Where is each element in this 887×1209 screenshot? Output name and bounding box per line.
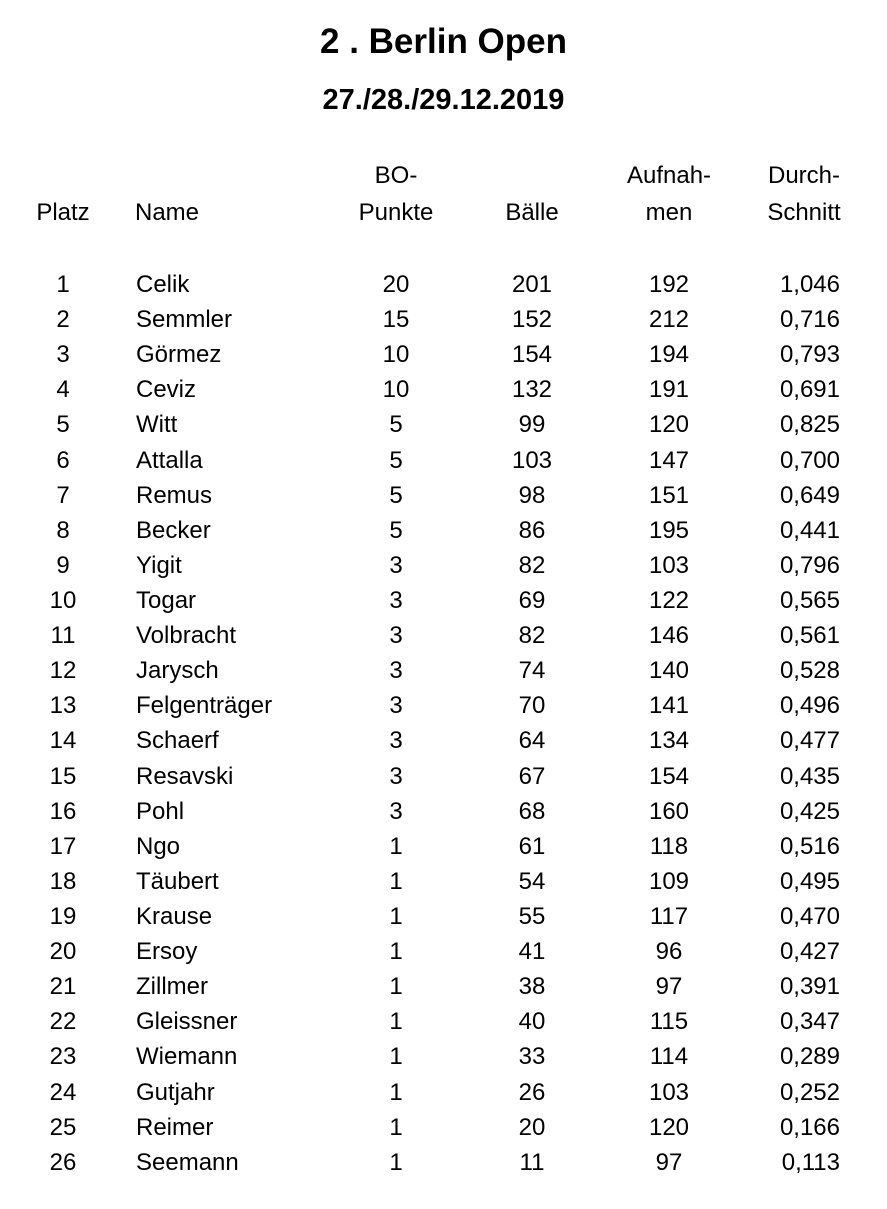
average-cell: 0,391 (779, 973, 840, 1001)
page-title: 2 . Berlin Open (320, 22, 567, 61)
table-row (0, 513, 887, 548)
player-name-cell: Semmler (136, 306, 233, 334)
player-name-cell: Reimer (136, 1113, 214, 1141)
innings-cell: 109 (648, 867, 690, 895)
average-cell: 0,565 (779, 586, 840, 614)
table-row (0, 443, 887, 478)
balls-cell: 20 (518, 1113, 546, 1141)
innings-cell: 122 (648, 586, 690, 614)
table-row (0, 864, 887, 899)
column-header-line: Aufnah- (626, 162, 712, 189)
rank-cell: 9 (56, 551, 70, 579)
innings-cell: 194 (648, 341, 690, 369)
player-name-cell: Yigit (136, 551, 182, 579)
table-row (0, 618, 887, 653)
table-row (0, 583, 887, 618)
rank-cell: 7 (56, 481, 70, 509)
rank-cell: 23 (49, 1043, 77, 1071)
innings-cell: 115 (649, 1008, 689, 1036)
player-name-cell: Pohl (136, 797, 185, 825)
balls-cell: 41 (518, 938, 546, 966)
average-cell: 0,825 (779, 411, 840, 439)
rank-cell: 2 (56, 306, 70, 334)
average-cell: 0,516 (779, 832, 840, 860)
bo-points-cell: 1 (389, 1043, 403, 1071)
bo-points-cell: 3 (389, 727, 403, 755)
rank-cell: 22 (49, 1008, 77, 1036)
innings-cell: 151 (648, 481, 690, 509)
player-name-cell: Volbracht (136, 622, 237, 650)
innings-cell: 192 (648, 271, 690, 298)
column-header-line: Durch- (767, 162, 840, 189)
table-row (0, 934, 887, 969)
rank-cell: 13 (49, 692, 77, 720)
table-row (0, 794, 887, 829)
bo-points-cell: 1 (389, 1078, 403, 1106)
average-cell: 0,561 (779, 622, 840, 650)
balls-cell: 11 (519, 1148, 545, 1176)
innings-cell: 117 (649, 902, 689, 930)
balls-cell: 64 (518, 727, 546, 755)
average-cell: 0,477 (779, 727, 840, 755)
balls-cell: 26 (518, 1078, 546, 1106)
bo-points-cell: 3 (389, 551, 403, 579)
player-name-cell: Täubert (136, 867, 219, 895)
bo-points-cell: 1 (389, 902, 403, 930)
balls-cell: 86 (518, 516, 546, 544)
average-cell: 0,441 (779, 516, 840, 544)
player-name-cell: Zillmer (136, 973, 208, 1001)
column-header-line: men (645, 199, 693, 226)
rank-cell: 15 (49, 762, 77, 790)
bo-points-cell: 1 (389, 938, 403, 966)
innings-cell: 97 (655, 973, 683, 1001)
player-name-cell: Gleissner (136, 1008, 238, 1036)
table-row (0, 478, 887, 513)
average-cell: 0,528 (779, 657, 840, 685)
table-row (0, 688, 887, 723)
bo-points-cell: 20 (382, 271, 410, 298)
balls-cell: 70 (518, 692, 546, 720)
player-name-cell: Jarysch (136, 657, 219, 685)
average-cell: 0,691 (779, 376, 840, 404)
player-name-cell: Resavski (136, 762, 234, 790)
player-name-cell: Witt (136, 411, 178, 439)
rank-cell: 18 (49, 867, 77, 895)
bo-points-cell: 1 (389, 973, 403, 1001)
table-row (0, 969, 887, 1004)
innings-cell: 103 (648, 1078, 690, 1106)
player-name-cell: Gutjahr (136, 1078, 215, 1106)
column-header-aufnahmen (604, 157, 734, 231)
balls-cell: 98 (518, 481, 546, 509)
innings-cell: 134 (648, 727, 690, 755)
balls-cell: 40 (518, 1008, 546, 1036)
balls-cell: 33 (518, 1043, 546, 1071)
table-row (0, 548, 887, 583)
table-row (0, 267, 887, 302)
average-cell: 0,793 (779, 341, 840, 369)
innings-cell: 120 (648, 411, 690, 439)
balls-cell: 55 (518, 902, 546, 930)
rank-cell: 3 (56, 341, 70, 369)
average-cell: 0,427 (779, 938, 840, 966)
innings-cell: 212 (648, 306, 690, 334)
innings-cell: 160 (648, 797, 690, 825)
balls-cell: 99 (518, 411, 546, 439)
table-row (0, 899, 887, 934)
player-name-cell: Ceviz (136, 376, 197, 404)
rank-cell: 11 (50, 622, 76, 650)
bo-points-cell: 1 (389, 1148, 403, 1176)
table-row (0, 407, 887, 442)
innings-cell: 140 (648, 657, 690, 685)
average-cell: 0,649 (779, 481, 840, 509)
table-row (0, 653, 887, 688)
bo-points-cell: 1 (389, 867, 403, 895)
rank-cell: 21 (49, 973, 77, 1001)
rank-cell: 14 (49, 727, 77, 755)
average-cell: 0,347 (779, 1008, 840, 1036)
average-cell: 0,166 (779, 1113, 840, 1141)
bo-points-cell: 3 (389, 657, 403, 685)
rank-cell: 26 (49, 1148, 77, 1176)
player-name-cell: Krause (136, 902, 213, 930)
bo-points-cell: 5 (389, 516, 403, 544)
innings-cell: 120 (648, 1113, 690, 1141)
balls-cell: 74 (518, 657, 546, 685)
balls-cell: 103 (511, 446, 553, 474)
average-cell: 0,716 (779, 306, 840, 334)
average-cell: 1,046 (779, 271, 840, 298)
bo-points-cell: 3 (389, 797, 403, 825)
rank-cell: 1 (56, 271, 70, 298)
balls-cell: 152 (511, 306, 553, 334)
innings-cell: 147 (648, 446, 690, 474)
innings-cell: 141 (648, 692, 690, 720)
average-cell: 0,289 (779, 1043, 840, 1071)
player-name-cell: Ersoy (136, 938, 198, 966)
average-cell: 0,252 (779, 1078, 840, 1106)
player-name-cell: Togar (136, 586, 197, 614)
player-name-cell: Wiemann (136, 1043, 238, 1071)
rank-cell: 24 (49, 1078, 77, 1106)
column-header-line: BO- (374, 162, 418, 189)
table-row (0, 1110, 887, 1145)
player-name-cell: Ngo (136, 832, 181, 860)
bo-points-cell: 5 (389, 481, 403, 509)
bo-points-cell: 10 (382, 376, 410, 404)
column-header-line: Punkte (358, 199, 434, 226)
table-row (0, 723, 887, 758)
column-header-line: Platz (36, 199, 90, 226)
balls-cell: 82 (518, 622, 546, 650)
balls-cell: 68 (518, 797, 546, 825)
player-name-cell: Schaerf (136, 727, 219, 755)
average-cell: 0,495 (779, 867, 840, 895)
balls-cell: 38 (518, 973, 546, 1001)
bo-points-cell: 10 (382, 341, 410, 369)
bo-points-cell: 3 (389, 692, 403, 720)
table-row (0, 829, 887, 864)
average-cell: 0,435 (779, 762, 840, 790)
rank-cell: 4 (56, 376, 70, 404)
rank-cell: 20 (49, 938, 77, 966)
average-cell: 0,496 (779, 692, 840, 720)
innings-cell: 96 (655, 938, 683, 966)
table-row (0, 1145, 887, 1180)
table-row (0, 759, 887, 794)
average-cell: 0,425 (779, 797, 840, 825)
table-row (0, 1075, 887, 1110)
bo-points-cell: 3 (389, 622, 403, 650)
bo-points-cell: 1 (389, 1113, 403, 1141)
column-header-durchschnitt (748, 157, 860, 231)
balls-cell: 82 (518, 551, 546, 579)
rank-cell: 12 (49, 657, 77, 685)
player-name-cell: Görmez (136, 341, 222, 369)
column-header-line: Schnitt (767, 199, 841, 226)
rank-cell: 6 (56, 446, 70, 474)
player-name-cell: Seemann (136, 1148, 239, 1176)
standings-table (0, 267, 887, 1180)
event-dates: 27./28./29.12.2019 (322, 84, 565, 116)
innings-cell: 114 (649, 1043, 689, 1071)
balls-cell: 54 (518, 867, 546, 895)
column-header-line: Name (135, 199, 200, 226)
balls-cell: 154 (511, 341, 553, 369)
innings-cell: 154 (648, 762, 690, 790)
table-row (0, 337, 887, 372)
table-row (0, 1004, 887, 1039)
table-row (0, 1039, 887, 1074)
innings-cell: 191 (648, 376, 690, 404)
table-row (0, 372, 887, 407)
innings-cell: 195 (648, 516, 690, 544)
rank-cell: 8 (56, 516, 70, 544)
bo-points-cell: 5 (389, 446, 403, 474)
bo-points-cell: 3 (389, 762, 403, 790)
player-name-cell: Felgenträger (136, 692, 273, 720)
column-header-name (135, 194, 255, 231)
column-header-line: Bälle (505, 199, 559, 226)
average-cell: 0,470 (779, 902, 840, 930)
column-header-bo-punkte (336, 157, 456, 231)
rank-cell: 5 (56, 411, 70, 439)
table-row (0, 302, 887, 337)
column-header-baelle (482, 194, 582, 231)
player-name-cell: Celik (136, 271, 190, 298)
innings-cell: 103 (648, 551, 690, 579)
balls-cell: 69 (518, 586, 546, 614)
column-header-platz (23, 194, 103, 231)
bo-points-cell: 1 (389, 1008, 403, 1036)
balls-cell: 67 (518, 762, 546, 790)
balls-cell: 61 (518, 832, 546, 860)
rank-cell: 17 (49, 832, 77, 860)
bo-points-cell: 15 (382, 306, 410, 334)
player-name-cell: Attalla (136, 446, 203, 474)
rank-cell: 16 (49, 797, 77, 825)
rank-cell: 25 (49, 1113, 77, 1141)
bo-points-cell: 5 (389, 411, 403, 439)
bo-points-cell: 1 (389, 832, 403, 860)
average-cell: 0,113 (781, 1148, 840, 1176)
player-name-cell: Becker (136, 516, 211, 544)
innings-cell: 118 (649, 832, 689, 860)
average-cell: 0,700 (779, 446, 840, 474)
average-cell: 0,796 (779, 551, 840, 579)
rank-cell: 10 (49, 586, 77, 614)
balls-cell: 201 (511, 271, 553, 298)
rank-cell: 19 (49, 902, 77, 930)
innings-cell: 146 (648, 622, 690, 650)
balls-cell: 132 (511, 376, 553, 404)
bo-points-cell: 3 (389, 586, 403, 614)
innings-cell: 97 (655, 1148, 683, 1176)
player-name-cell: Remus (136, 481, 213, 509)
